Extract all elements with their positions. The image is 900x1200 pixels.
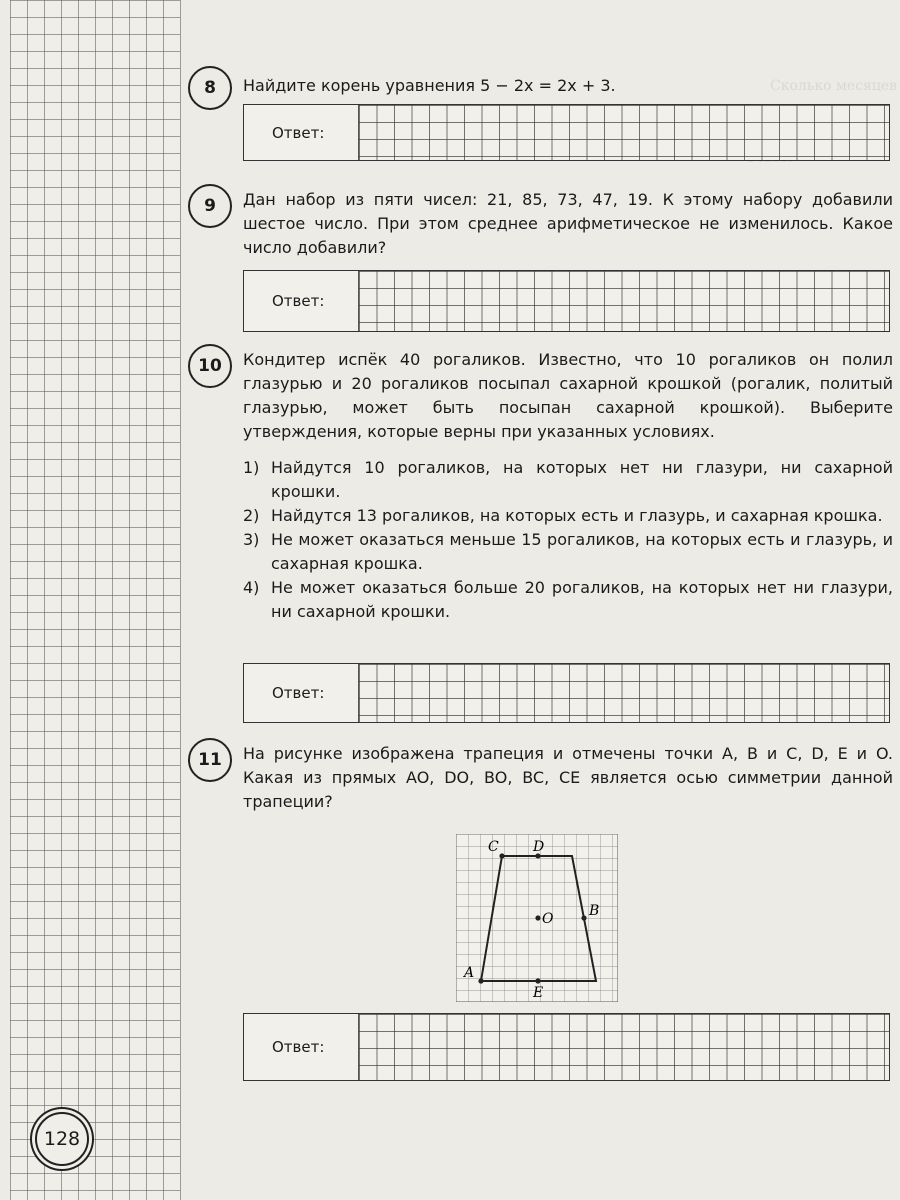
- task-number: 8: [188, 66, 232, 110]
- answer-box-10[interactable]: [243, 663, 890, 723]
- option-4[interactable]: 4) Не может оказаться больше 20 рогаликов, на которых нет ни глазури, ни сахарной крошки.: [243, 578, 893, 621]
- answer-box-8[interactable]: [243, 104, 890, 161]
- point-b: [581, 915, 586, 920]
- task-11: [188, 736, 893, 836]
- option-2[interactable]: 2) Найдутся 13 рогаликов, на которых есть и глазурь, и сахарная крошка.: [243, 506, 883, 525]
- label-d: D: [533, 839, 545, 855]
- task-10: [188, 342, 893, 652]
- label-a: A: [464, 965, 475, 981]
- answer-label: Ответ:: [272, 123, 325, 142]
- answer-cells[interactable]: [358, 271, 889, 331]
- answer-cells[interactable]: [358, 664, 889, 722]
- point-a: [478, 978, 483, 983]
- answer-label: Ответ:: [272, 1038, 325, 1056]
- answer-box-11[interactable]: [243, 1013, 890, 1081]
- answer-label: Ответ:: [272, 292, 325, 310]
- show-through: Сколько месяцев: [770, 78, 898, 94]
- point-c: [499, 853, 504, 858]
- task-9: [188, 182, 893, 282]
- page-number: 128: [35, 1112, 89, 1166]
- option-1[interactable]: 1) Найдутся 10 рогаликов, на которых нет ни глазури, ни сахарной крошки.: [243, 458, 893, 501]
- options-list: [243, 456, 893, 624]
- point-e: [535, 978, 540, 983]
- label-b: B: [589, 903, 600, 919]
- trapezoid-svg: [456, 834, 618, 1002]
- task-text: На рисунке изображена трапеция и отмечены точки A, B и C, D, E и O. Какая из прямых AO, DO, BO, BC, CE является осью симметрии данной трапеции?: [243, 744, 893, 811]
- task-text: Дан набор из пяти чисел: 21, 85, 73, 47, 19. К этому набору добавили шестое число. При этом среднее арифметическое не изменилось. Какое число добавили?: [243, 190, 893, 257]
- answer-cells[interactable]: [358, 105, 889, 160]
- answer-box-9[interactable]: [243, 270, 890, 332]
- answer-label: Ответ:: [272, 684, 325, 702]
- label-e: E: [533, 985, 544, 1001]
- task-number: 10: [188, 344, 232, 388]
- option-3[interactable]: 3) Не может оказаться меньше 15 рогаликов, на которых есть и глазурь, и сахарная крошка.: [243, 530, 893, 573]
- margin-grid: [10, 0, 181, 1200]
- label-c: C: [488, 839, 499, 855]
- task-number: 11: [188, 738, 232, 782]
- task-number: 9: [188, 184, 232, 228]
- task-text: Найдите корень уравнения 5 − 2x = 2x + 3.: [243, 76, 616, 95]
- answer-cells[interactable]: [358, 1014, 889, 1080]
- point-o: [535, 915, 540, 920]
- task-text: Кондитер испёк 40 рогаликов. Известно, что 10 рогаликов он полил глазурью и 20 рогаликов посыпал сахарной крошкой (рогалик, политый глазурью, может быть посыпан сахарной крошкой). Выберите утверждения, которые верны при указанных условиях.: [243, 350, 893, 441]
- label-o: O: [542, 911, 554, 927]
- trapezoid-figure: [456, 834, 618, 1006]
